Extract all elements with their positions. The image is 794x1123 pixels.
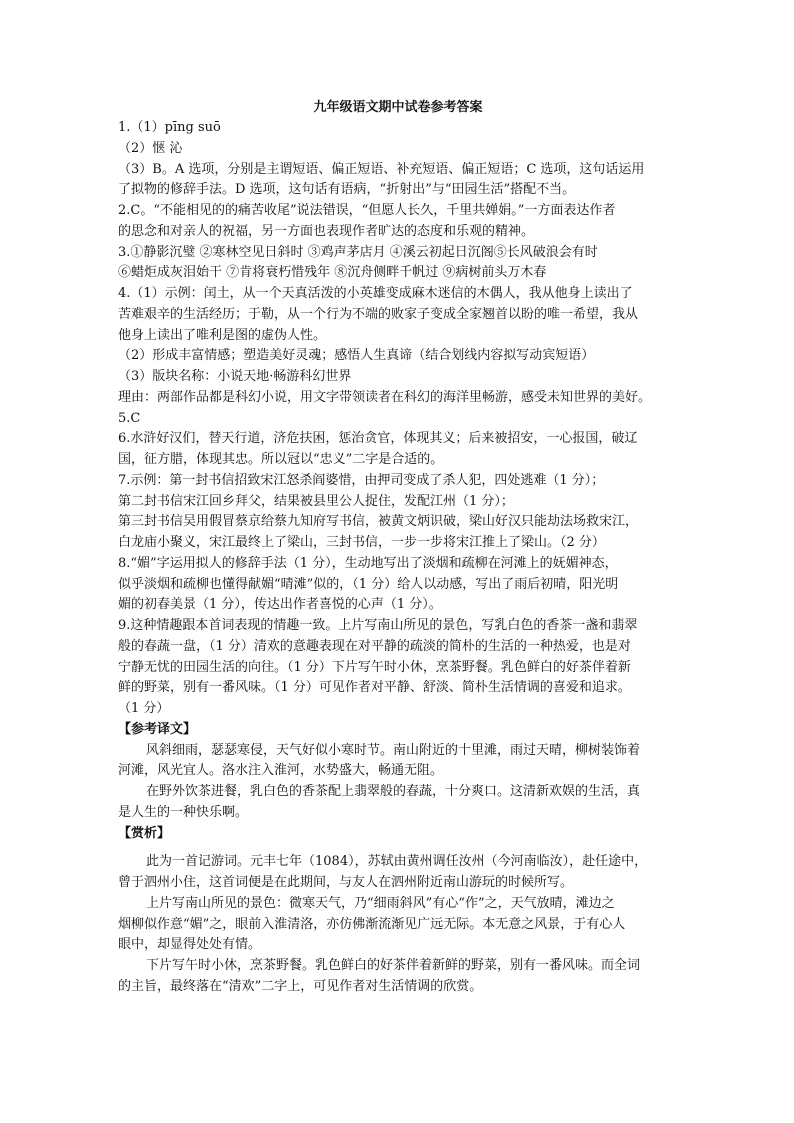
text-line: 上片写南山所见的景色：微寒天气，乃“细雨斜风”有心“作”之，天气放晴，滩边之	[146, 895, 615, 911]
text-line: 了拟物的修辞手法。D 选项，这句话有语病，“折射出”与“田园生活”搭配不当。	[118, 182, 576, 198]
text-line: 在野外饮茶进餐，乳白色的香茶配上翡翠般的春蔬，十分爽口。这清新欢娱的生活，真	[146, 784, 641, 799]
text-line: 烟柳似作意“媚”之，眼前入淮清洛，亦仿佛渐流渐见广远无际。本无意之风景，于有心人	[118, 916, 626, 932]
text-line: 似乎淡烟和疏柳也懂得献媚“晴滩”似的，（1 分）给人以动感，写出了雨后初晴，阳光明	[118, 576, 619, 592]
text-line: （1 分）	[118, 701, 170, 716]
text-line: 理由：两部作品都是科幻小说，用文字带领读者在科幻的海洋里畅游，感受未知世界的美好。	[118, 389, 652, 405]
text-line: ⑥蜡炬成灰泪始干 ⑦肯将衰朽惜残年 ⑧沉舟侧畔千帆过 ⑨病树前头万木春	[118, 265, 547, 281]
text-line: （2）惬 沁	[118, 140, 183, 156]
text-line: 下片写午时小休，烹茶野餐。乳色鲜白的好茶伴着新鲜的野菜，别有一番风味。而全词	[146, 958, 641, 973]
paragraph-gap	[118, 844, 678, 852]
text-line: 白龙庙小聚义，宋江最终上了梁山，三封书信，一步一步将宋江推上了梁山。（2 分）	[118, 535, 605, 550]
answer-document	[118, 98, 678, 998]
section-heading: 【参考译文】	[118, 721, 197, 737]
text-line: 河滩，风光宜人。洛水注入淮河，水势盛大，畅通无阻。	[118, 763, 444, 779]
text-line: 眼中，却显得处处有情。	[118, 937, 262, 953]
text-line: 3.①静影沉璧 ②寒林空见日斜时 ③鸡声茅店月 ④溪云初起日沉阁⑤长风破浪会有时	[118, 244, 598, 260]
text-line: 7.示例：第一封书信招致宋江怒杀阎婆惜，由押司变成了杀人犯，四处逃难（1 分）；	[118, 472, 605, 488]
document-title: 九年级语文期中试卷参考答案	[313, 100, 483, 115]
text-line: 般的春蔬一盘，（1 分）清欢的意趣表现在对平静的疏淡的简朴的生活的一种热爱，也是对	[118, 638, 631, 654]
text-line: （2）形成丰富情感；塑造美好灵魂；感悟人生真谛（结合划线内容拟写动宾短语）	[118, 348, 595, 364]
text-line: 风斜细雨，瑟瑟寒侵，天气好似小寒时节。南山附近的十里滩，雨过天晴，柳树装饰着	[146, 742, 641, 758]
text-line: 1.（1）pīng suō	[118, 120, 221, 135]
text-line: 曾于泗州小住，这首词便是在此期间，与友人在泗州附近南山游玩的时候所写。	[118, 875, 574, 890]
text-line: 第三封书信吴用假冒蔡京给蔡九知府写书信，被黄文炳识破，梁山好汉只能劫法场救宋江，	[118, 514, 639, 530]
text-line: 9.这种情趣跟本首词表现的情趣一致。上片写南山所见的景色，写乳白色的香茶一盏和翡翠	[118, 618, 638, 633]
text-line: 鲜的野菜，别有一番风味。（1 分）可见作者对平静、舒淡、简朴生活情调的喜爱和追求。	[118, 680, 631, 696]
document-body	[118, 118, 678, 998]
text-line: 的主旨，最终落在“清欢”二字上，可见作者对生活情调的欣赏。	[118, 978, 483, 994]
text-line: （3）B。A 选项，分别是主谓短语、偏正短语、补充短语、偏正短语；C 选项，这句话运用	[118, 161, 645, 177]
text-line: （3）版块名称：小说天地·畅游科幻世界	[118, 369, 352, 384]
text-line: 国，征方腊，体现其忠。所以冠以“忠义”二字是合适的。	[118, 452, 444, 467]
text-line: 媚的初春美景（1 分），传达出作者喜悦的心声（1 分）。	[118, 597, 442, 613]
text-line: 的思念和对亲人的祝福，另一方面也表现作者旷达的态度和乐观的精神。	[118, 223, 535, 239]
text-line: 第二封书信宋江回乡拜父，结果被县里公人捉住，发配江州（1 分）；	[118, 493, 514, 509]
text-line: 宁静无忧的田园生活的向往。（1 分）下片写午时小休，烹茶野餐。乳色鲜白的好茶伴着新	[118, 659, 631, 675]
text-line: 苦难艰辛的生活经历；于勒，从一个行为不端的败家子变成全家翘首以盼的唯一希望，我从	[118, 306, 639, 322]
text-line: 是人生的一种快乐啊。	[118, 804, 249, 820]
section-heading: 【赏析】	[118, 825, 171, 841]
text-line: 此为一首记游词。元丰七年（1084），苏轼由黄州调任汝州（今河南临汝），赴任途中，	[146, 854, 648, 870]
text-line: 4.（1）示例：闰土，从一个天真活泼的小英雄变成麻木迷信的木偶人，我从他身上读出了	[118, 286, 633, 301]
text-line: 8.“媚”字运用拟人的修辞手法（1 分），生动地写出了淡烟和疏柳在河滩上的妩媚神态，	[118, 555, 618, 571]
text-line: 他身上读出了唯利是图的虚伪人性。	[118, 327, 327, 343]
text-line: 5.C	[118, 410, 141, 426]
text-line: 2.C。“不能相见的的痛苦收尾”说法错误，“但愿人长久，千里共婵娟。”一方面表达作者	[118, 203, 616, 218]
text-line: 6.水浒好汉们，替天行道，济危扶困，惩治贪官，体现其义；后来被招安，一心报国，破辽	[118, 431, 638, 447]
